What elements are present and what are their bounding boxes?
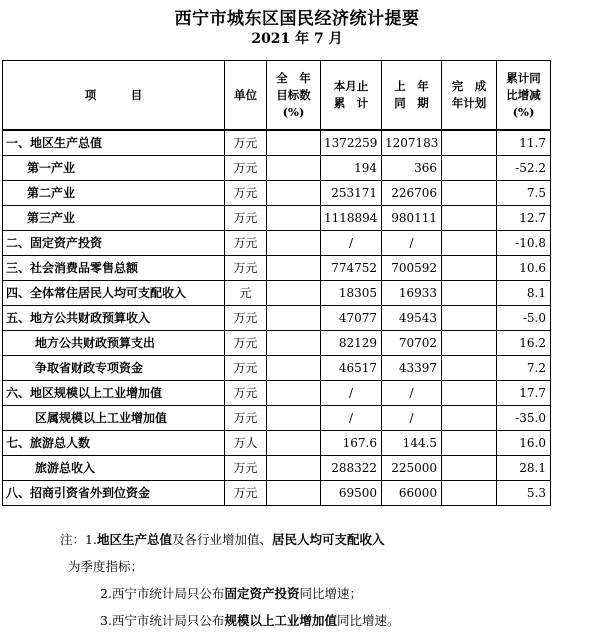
row-unit: 万元 [225,181,267,206]
row-plan-completion [442,156,497,181]
table-row [3,431,551,456]
row-cumulative: / [321,231,382,256]
table-row [3,156,551,181]
row-yoy-change: 28.1 [497,456,551,481]
table-row [3,381,551,406]
row-cumulative: 47077 [321,306,382,331]
table-row [3,181,551,206]
footnote-2: 2.西宁市统计局只公布固定资产投资同比增速； [100,586,362,601]
row-cumulative: 167.6 [321,431,382,456]
row-name: 四、全体常住居民人均可支配收入 [3,281,225,306]
row-cumulative: 18305 [321,281,382,306]
row-cumulative: 194 [321,156,382,181]
header-unit: 单位 [225,61,267,131]
row-last-year: 366 [382,156,442,181]
header-item: 项 目 [3,61,225,131]
row-yoy-change: 8.1 [497,281,551,306]
row-last-year: / [382,231,442,256]
row-last-year: 700592 [382,256,442,281]
row-unit: 万人 [225,431,267,456]
row-name: 旅游总收入 [3,456,225,481]
row-unit: 万元 [225,406,267,431]
table-row [3,306,551,331]
row-name: 三、社会消费品零售总额 [3,256,225,281]
table-row [3,406,551,431]
row-cumulative: 288322 [321,456,382,481]
row-unit: 万元 [225,331,267,356]
row-name: 地方公共财政预算支出 [3,331,225,356]
row-last-year: 144.5 [382,431,442,456]
row-name: 六、地区规模以上工业增加值 [3,381,225,406]
row-last-year: 226706 [382,181,442,206]
row-yoy-change: 7.5 [497,181,551,206]
row-unit: 万元 [225,481,267,506]
row-yoy-change: 5.3 [497,481,551,506]
row-plan-completion [442,281,497,306]
row-cumulative: 774752 [321,256,382,281]
row-last-year: 980111 [382,206,442,231]
table-row [3,206,551,231]
row-annual-target [267,281,321,306]
row-cumulative: 46517 [321,356,382,381]
row-last-year: 49543 [382,306,442,331]
row-annual-target [267,331,321,356]
row-yoy-change: 7.2 [497,356,551,381]
row-plan-completion [442,231,497,256]
row-plan-completion [442,331,497,356]
row-annual-target [267,256,321,281]
row-name: 区属规模以上工业增加值 [3,406,225,431]
header-last-year: 上 年 同 期 [382,61,442,131]
row-name: 第二产业 [3,181,225,206]
row-last-year: 225000 [382,456,442,481]
row-name: 第一产业 [3,156,225,181]
row-plan-completion [442,130,497,156]
row-unit: 万元 [225,231,267,256]
row-unit: 万元 [225,130,267,156]
row-annual-target [267,456,321,481]
row-last-year: / [382,381,442,406]
statistics-table [2,60,551,506]
table-row [3,331,551,356]
row-annual-target [267,431,321,456]
row-yoy-change: 12.7 [497,206,551,231]
row-cumulative: 253171 [321,181,382,206]
row-yoy-change: -52.2 [497,156,551,181]
row-cumulative: 82129 [321,331,382,356]
row-last-year: 16933 [382,281,442,306]
row-name: 二、固定资产投资 [3,231,225,256]
row-plan-completion [442,206,497,231]
row-annual-target [267,306,321,331]
footnote-1: 注：1.地区生产总值及各行业增加值、居民人均可支配收入 [60,532,385,547]
row-cumulative: / [321,406,382,431]
row-name: 第三产业 [3,206,225,231]
table-row [3,231,551,256]
row-last-year: / [382,406,442,431]
row-last-year: 1207183 [382,130,442,156]
footnote-3: 3.西宁市统计局只公布规模以上工业增加值同比增速。 [100,613,400,628]
row-yoy-change: 17.7 [497,381,551,406]
row-yoy-change: -10.8 [497,231,551,256]
table-row [3,456,551,481]
row-annual-target [267,356,321,381]
row-name: 争取省财政专项资金 [3,356,225,381]
footnotes [60,526,580,634]
row-last-year: 70702 [382,331,442,356]
row-yoy-change: -5.0 [497,306,551,331]
row-annual-target [267,406,321,431]
row-yoy-change: 16.2 [497,331,551,356]
row-unit: 万元 [225,356,267,381]
table-row [3,481,551,506]
footnote-1-continued: 为季度指标； [68,559,144,574]
row-unit: 万元 [225,456,267,481]
row-cumulative: 69500 [321,481,382,506]
row-last-year: 66000 [382,481,442,506]
row-plan-completion [442,431,497,456]
row-plan-completion [442,181,497,206]
row-yoy-change: -35.0 [497,406,551,431]
row-annual-target [267,206,321,231]
row-name: 一、地区生产总值 [3,130,225,156]
row-cumulative: / [321,381,382,406]
row-unit: 万元 [225,206,267,231]
row-name: 八、招商引资省外到位资金 [3,481,225,506]
row-annual-target [267,181,321,206]
table-row [3,281,551,306]
row-plan-completion [442,381,497,406]
row-plan-completion [442,256,497,281]
row-annual-target [267,231,321,256]
row-annual-target [267,481,321,506]
row-unit: 万元 [225,156,267,181]
table-row [3,256,551,281]
row-plan-completion [442,481,497,506]
row-annual-target [267,156,321,181]
row-annual-target [267,381,321,406]
row-unit: 万元 [225,381,267,406]
row-unit: 元 [225,281,267,306]
table-row [3,356,551,381]
row-cumulative: 1118894 [321,206,382,231]
row-name: 七、旅游总人数 [3,431,225,456]
header-annual-target: 全 年 目标数 (%) [267,61,321,131]
row-yoy-change: 11.7 [497,130,551,156]
report-title: 西宁市城东区国民经济统计提要 [174,9,420,29]
row-plan-completion [442,456,497,481]
header-yoy-change: 累计同 比增减 (%) [497,61,551,131]
table-row [3,130,551,156]
header-plan-completion: 完 成 年计划 [442,61,497,131]
table-header-row [3,61,551,131]
row-yoy-change: 10.6 [497,256,551,281]
header-cumulative: 本月止 累 计 [321,61,382,131]
row-plan-completion [442,306,497,331]
row-annual-target [267,130,321,156]
row-unit: 万元 [225,306,267,331]
row-plan-completion [442,406,497,431]
row-plan-completion [442,356,497,381]
report-period: 2021 年 7 月 [251,31,343,47]
row-last-year: 43397 [382,356,442,381]
row-yoy-change: 16.0 [497,431,551,456]
row-name: 五、地方公共财政预算收入 [3,306,225,331]
row-cumulative: 1372259 [321,130,382,156]
row-unit: 万元 [225,256,267,281]
